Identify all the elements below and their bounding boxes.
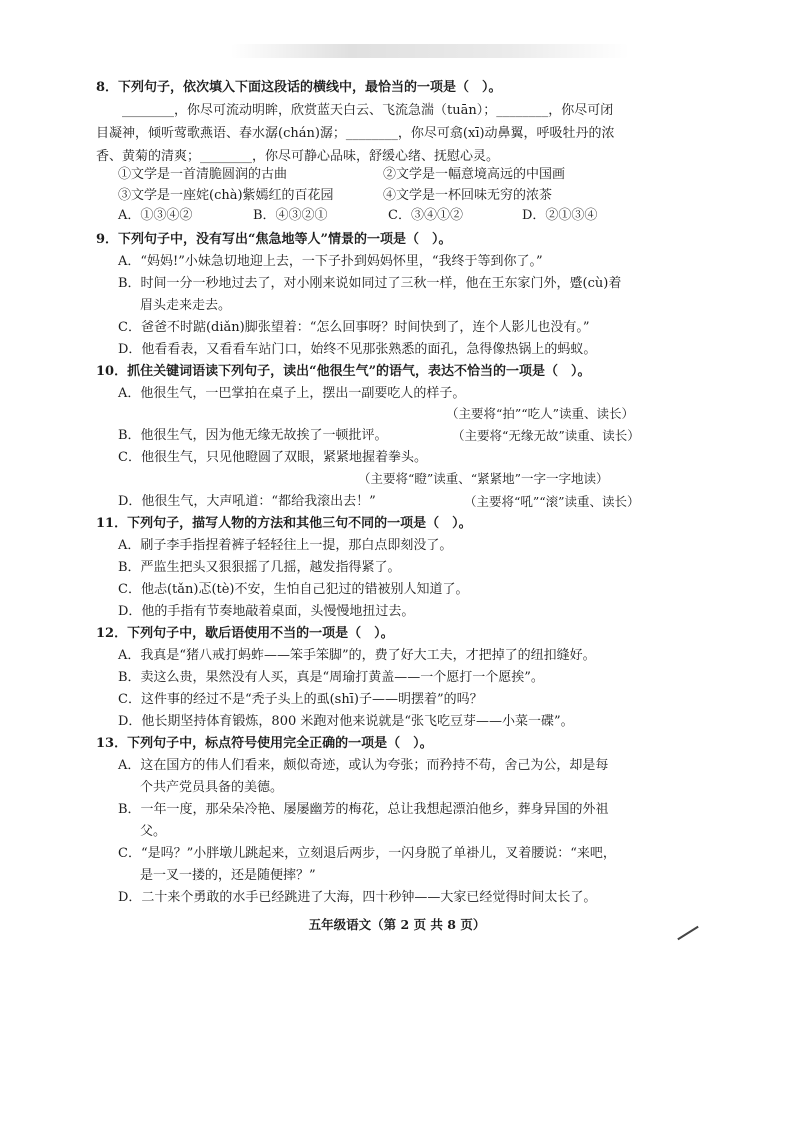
question-10-option-b: B．他很生气，因为他无缘无故挨了一顿批评。 bbox=[118, 428, 388, 443]
question-10-option-d-note: （主要将“吼”“滚”读重、读长） bbox=[464, 494, 640, 509]
question-12-stem: 12．下列句子中，歇后语使用不当的一项是（ ）。 bbox=[96, 626, 394, 641]
question-11-stem: 11．下列句子，描写人物的方法和其他三句不同的一项是（ ）。 bbox=[96, 516, 472, 531]
question-8-item-2: ②文学是一幅意境高远的中国画 bbox=[383, 167, 566, 182]
question-8-item-3: ③文学是一座姹(chà)紫嫣红的百花园 bbox=[118, 188, 334, 203]
question-8-item-4: ④文学是一杯回味无穷的浓茶 bbox=[383, 188, 553, 203]
question-8-passage-line-2: 目凝神，倾听莺歌燕语、春水潺(chán)潺；________，你尽可翕(xī)动鼻翼，呼吸牡丹的浓 bbox=[96, 126, 615, 141]
question-9-stem: 9．下列句子中，没有写出“焦急地等人”情景的一项是（ ）。 bbox=[96, 232, 452, 247]
question-13-option-a: A．这在国方的伟人们看来，颇似奇迹，或认为夸张；而矜持不苟，舍己为公，却是每 bbox=[118, 758, 609, 773]
question-11-option-b: B．严监生把头又狠狠摇了几摇，越发指得紧了。 bbox=[118, 560, 401, 575]
question-13-option-a-cont: 个共产党员具备的美德。 bbox=[140, 780, 284, 795]
question-10-option-b-note: （主要将“无缘无故”读重、读长） bbox=[452, 428, 640, 443]
question-13-option-c-cont: 是一叉一搂的，还是随便摔？” bbox=[140, 868, 316, 883]
question-9-option-c: C．爸爸不时踮(diǎn)脚张望着：“怎么回事呀？时间快到了，连个人影儿也没有。” bbox=[118, 320, 590, 335]
question-10-option-c-note: （主要将“瞪”读重、“紧紧地”一字一字地读） bbox=[358, 471, 609, 486]
question-13-option-c: C．“是吗？”小胖墩儿跳起来，立刻退后两步，一闪身脱了单褂儿，叉着腰说：“来吧， bbox=[118, 846, 616, 861]
question-13-stem: 13．下列句子中，标点符号使用完全正确的一项是（ ）。 bbox=[96, 736, 433, 751]
question-12-option-b: B．卖这么贵，果然没有人买，真是“周瑜打黄盖——一个愿打一个愿挨”。 bbox=[118, 670, 544, 685]
question-12-option-d: D．他长期坚持体育锻炼，800 米跑对他来说就是“张飞吃豆芽——小菜一碟”。 bbox=[118, 714, 574, 729]
question-8-item-1: ①文学是一首清脆圆润的古曲 bbox=[118, 167, 288, 182]
bleed-through-shadow bbox=[230, 44, 630, 58]
question-9-option-d: D．他看看表，又看看车站门口，始终不见那张熟悉的面孔，急得像热锅上的蚂蚁。 bbox=[118, 342, 597, 357]
question-8-option-a: A．①③④② bbox=[118, 208, 193, 223]
question-8-passage-line-3: 香、黄菊的清爽；________，你尽可静心品味，舒缓心绪、抚慰心灵。 bbox=[96, 149, 500, 164]
question-10-option-a-note: （主要将“拍”“吃人”读重、读长） bbox=[446, 406, 635, 421]
question-8-option-c: C．③④①② bbox=[388, 208, 463, 223]
question-9-option-b: B．时间一分一秒地过去了，对小刚来说如同过了三秋一样，他在王东家门外，蹙(cù)着 bbox=[118, 276, 622, 291]
question-13-option-b: B．一年一度，那朵朵冷艳、屡屡幽芳的梅花，总让我想起漂泊他乡，葬身异国的外祖 bbox=[118, 802, 609, 817]
question-8-option-d: D．②①③④ bbox=[522, 208, 598, 223]
question-12-option-a: A．我真是“猪八戒打蚂蚱——笨手笨脚”的，费了好大工夫，才把掉了的纽扣缝好。 bbox=[118, 648, 596, 663]
question-11-option-d: D．他的手指有节奏地敲着桌面，头慢慢地扭过去。 bbox=[118, 604, 415, 619]
question-12-option-c: C．这件事的经过不是“秃子头上的虱(shī)子——明摆着”的吗？ bbox=[118, 692, 483, 707]
question-10-option-c: C．他很生气，只见他瞪圆了双眼，紧紧地握着拳头。 bbox=[118, 450, 427, 465]
question-13-option-b-cont: 父。 bbox=[140, 824, 167, 839]
question-10-stem: 10．抓住关键词语读下列句子，读出“他很生气”的语气，表达不恰当的一项是（ ）。 bbox=[96, 364, 591, 379]
question-9-option-a: A．“妈妈!”小妹急切地迎上去，一下子扑到妈妈怀里，“我终于等到你了。” bbox=[118, 254, 543, 269]
question-8-passage-line-1: ________，你尽可流动明眸，欣赏蓝天白云、飞流急湍（tuān）；________，你尽可闭 bbox=[122, 103, 614, 118]
question-11-option-a: A．刷子李手指捏着裤子轻轻往上一提，那白点即刻没了。 bbox=[118, 538, 453, 553]
question-13-option-d: D．二十来个勇敢的水手已经跳进了大海，四十秒钟——大家已经觉得时间太长了。 bbox=[118, 890, 597, 905]
question-8-option-b: B．④③②① bbox=[253, 208, 328, 223]
question-10-option-a: A．他很生气，一巴掌拍在桌子上，摆出一副要吃人的样子。 bbox=[118, 386, 466, 401]
page-footer: 五年级语文（第 2 页 共 8 页） bbox=[308, 917, 486, 932]
question-8-stem: 8．下列句子，依次填入下面这段话的横线中，最恰当的一项是（ ）。 bbox=[96, 80, 502, 95]
question-11-option-c: C．他忐(tǎn)忑(tè)不安，生怕自己犯过的错被别人知道了。 bbox=[118, 582, 469, 597]
question-9-option-b-cont: 眉头走来走去。 bbox=[140, 298, 232, 313]
question-10-option-d: D．他很生气，大声吼道：“都给我滚出去！” bbox=[118, 494, 376, 509]
